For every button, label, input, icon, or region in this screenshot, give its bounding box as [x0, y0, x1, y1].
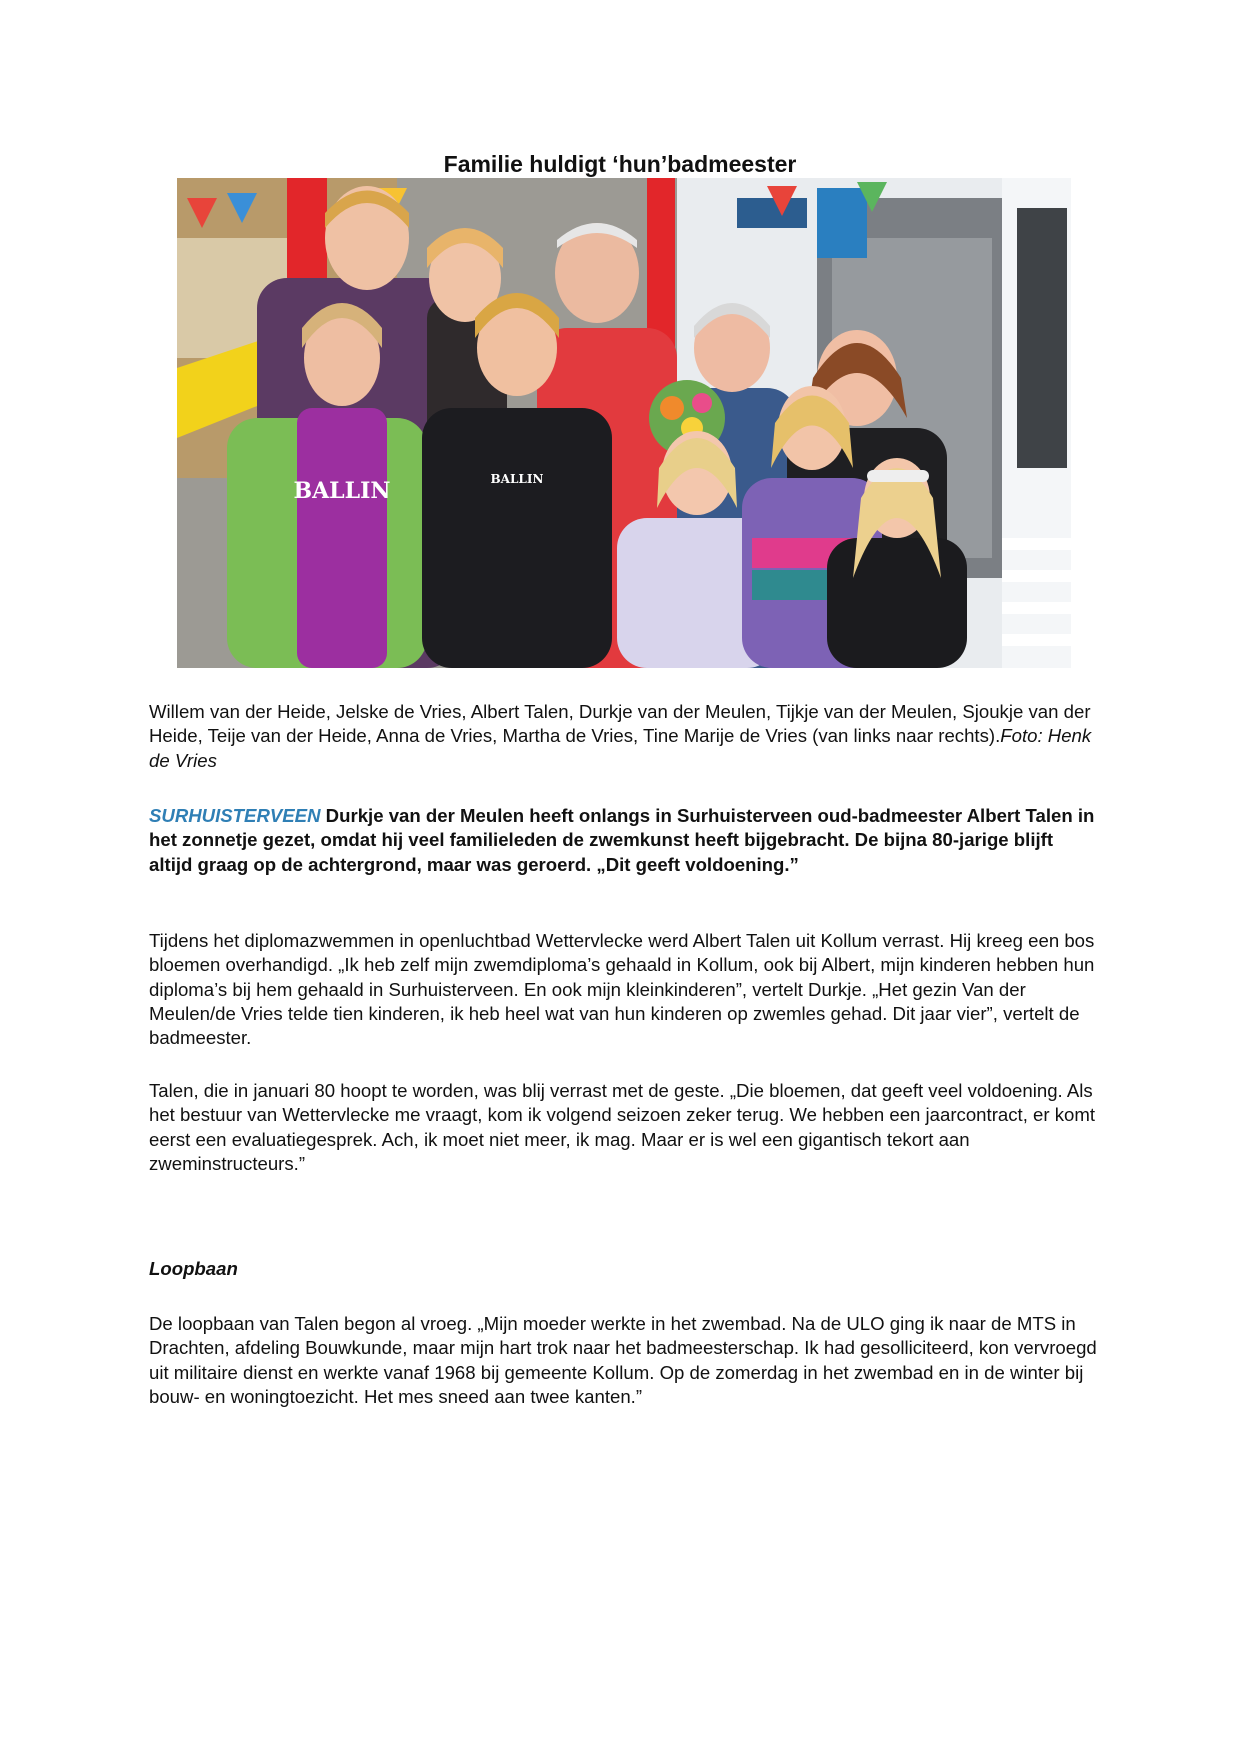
caption-text: Willem van der Heide, Jelske de Vries, Albert Talen, Durkje van der Meulen, Tijkje van der Meulen, Sjoukje van der Heide, Teije van der Heide, Anna de Vries, Martha de Vries, Tine Marije de Vries (van links naar rechts). [149, 701, 1091, 747]
body-paragraph: De loopbaan van Talen begon al vroeg. „Mijn moeder werkte in het zwembad. Na de ULO ging ik naar de MTS in Drachten, afdeling Bouwkunde, maar mijn hart trok naar het badmeesterschap. Ik had gesolliciteerd, kon vervroegd uit militaire dienst en werkte vanaf 1968 bij gemeente Kollum. Op de zomerdag in het zwembad en in de winter bij bouw- en woningtoezicht. Het mes sneed aan twee kanten.” [149, 1313, 1097, 1407]
dateline: SURHUISTERVEEN [149, 805, 321, 826]
article-title: Familie huldigt ‘hun’badmeester [443, 151, 797, 177]
shirt-print-center: BALLIN [490, 472, 544, 486]
body-paragraph: Talen, die in januari 80 hoopt te worden, was blij verrast met de geste. „Die bloemen, dat geeft veel voldoening. Als het bestuur van Wettervlecke me vraagt, kom ik volgend seizoen zeker terug. We hebben een jaarcontract, er komt eerst een evaluatiegesprek. Ach, ik moet niet meer, ik mag. Maar er is wel een gigantisch tekort aan zweminstructeurs.” [149, 1080, 1096, 1174]
lead-paragraph [149, 804, 1099, 877]
subheading: Loopbaan [149, 1258, 238, 1279]
shirt-print-left: BALLIN [293, 478, 391, 504]
photo-caption [149, 700, 1099, 773]
body-paragraph: Tijdens het diplomazwemmen in openluchtbad Wettervlecke werd Albert Talen uit Kollum verrast. Hij kreeg een bos bloemen overhandigd. „Ik heb zelf mijn zwemdiploma’s gehaald in Kollum, ook bij Albert, mijn kinderen hebben hun diploma’s bij hem gehaald in Surhuisterveen. En ook mijn kleinkinderen”, vertelt Durkje. „Het gezin Van der Meulen/de Vries telde tien kinderen, ik heb heel wat van hun kinderen op zwemles gehad. Dit jaar vier”, vertelt de badmeester. [149, 930, 1095, 1049]
family-group-photo [177, 178, 1071, 668]
photo-credit: Foto: Henk de Vries [149, 725, 1092, 771]
lead-text: Durkje van der Meulen heeft onlangs in Surhuisterveen oud-badmeester Albert Talen in het zonnetje gezet, omdat hij veel familieleden de zwemkunst heeft bijgebracht. De bijna 80-jarige blijft altijd graag op de achtergrond, maar was geroerd. „Dit geeft voldoening.” [149, 805, 1095, 875]
